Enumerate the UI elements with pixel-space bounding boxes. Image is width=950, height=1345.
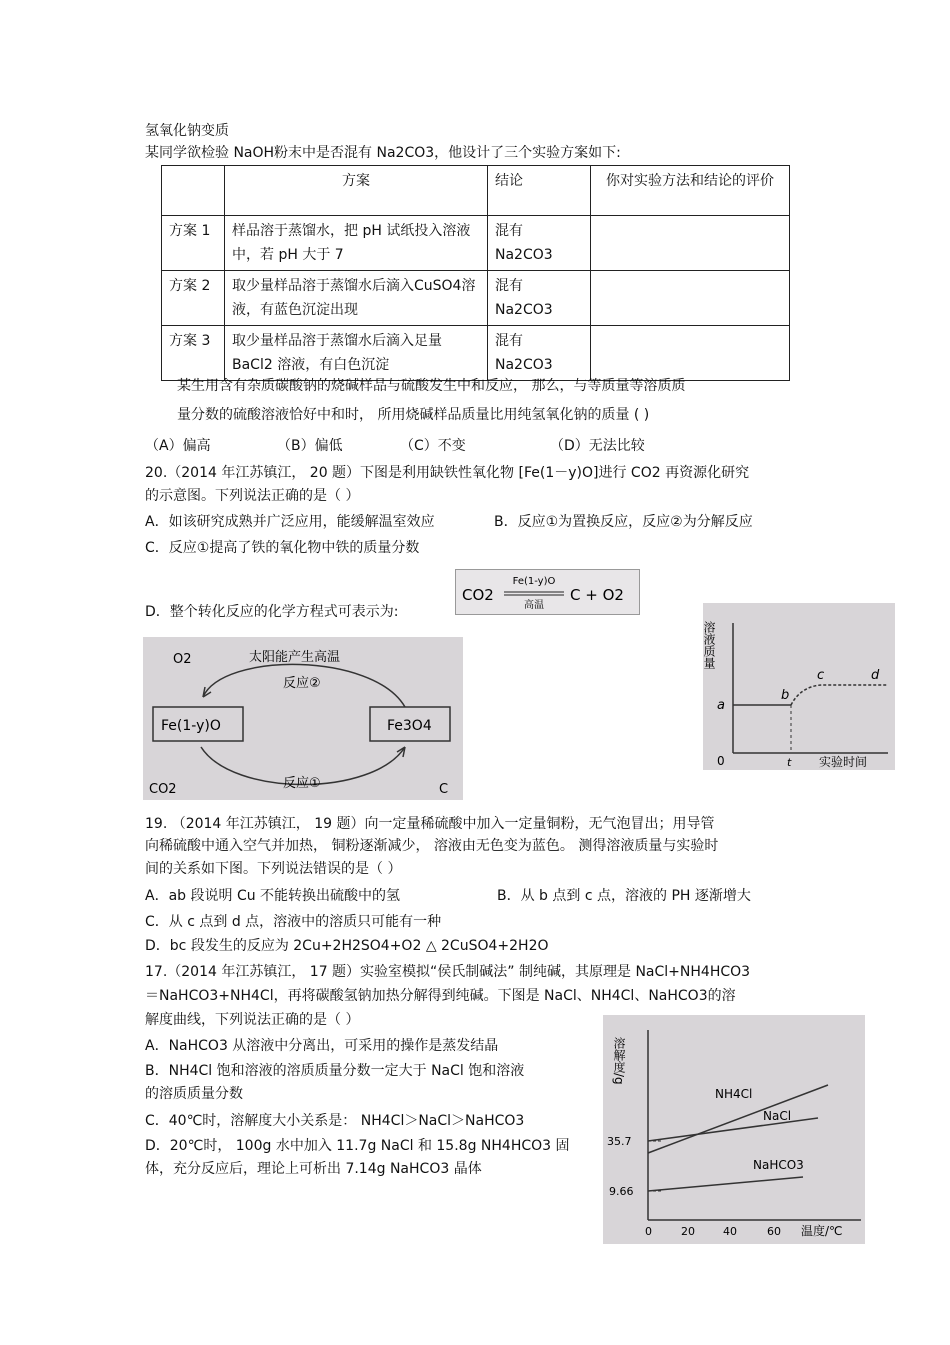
solubility-chart (603, 1015, 865, 1244)
plan-conclusion: 混有 Na2CO3 (488, 216, 591, 271)
table-header-cell: 结论 (488, 166, 591, 216)
right-box-label: Fe3O4 (387, 718, 432, 734)
equation-svg (456, 570, 639, 614)
option-a: （A）偏高 (145, 438, 211, 454)
plan-conclusion: 混有 Na2CO3 (488, 326, 591, 381)
chart-xlabel: 温度/℃ (801, 1224, 843, 1238)
option-c: C．从 c 点到 d 点，溶液中的溶质只可能有一种 (145, 914, 442, 930)
option-d: D．20℃时， 100g 水中加入 11.7g NaCl 和 15.8g NH4HCO3 固 (145, 1138, 570, 1154)
reaction2-label: 反应② (283, 676, 321, 691)
section-title: 氢氧化钠变质 (145, 123, 229, 139)
x-tick: 40 (723, 1225, 737, 1238)
left-box-label: Fe(1-y)O (161, 718, 221, 734)
graph-origin: 0 (717, 754, 725, 768)
equation-catalyst: Fe(1-y)O (512, 576, 556, 587)
plan-conclusion: 混有 Na2CO3 (488, 271, 591, 326)
table-row (162, 271, 790, 326)
table-header-row (162, 166, 790, 216)
top-label: 太阳能产生高温 (249, 650, 341, 665)
option-c: C．反应①提高了铁的氧化物中铁的质量分数 (145, 540, 420, 556)
option-a: A．如该研究成熟并广泛应用，能缓解温室效应 (145, 514, 435, 530)
option-b: （B）偏低 (277, 438, 343, 454)
series-label: NaHCO3 (753, 1158, 804, 1172)
table-row (162, 326, 790, 381)
point-a: a (717, 698, 725, 713)
option-d: D．整个转化反应的化学方程式可表示为: (145, 604, 399, 620)
question-19-stem: 19. （2014 年江苏镇江， 19 题）向一定量稀硫酸中加入一定量铜粉，无气泡冒出；用导管 (145, 816, 715, 832)
plan-name: 方案 3 (162, 326, 225, 381)
series-label: NaCl (763, 1109, 792, 1123)
table-header-cell: 你对实验方法和结论的评价 (591, 166, 790, 216)
chart-ylabel: 溶解度/g (612, 1037, 626, 1085)
question-19-stem: 间的关系如下图。下列说法错误的是（ ） (145, 861, 402, 877)
question-17-stem: 17.（2014 年江苏镇江， 17 题）实验室模拟“侯氏制碱法” 制纯碱，其原理是 NaCl+NH4HCO3 (145, 964, 751, 980)
plan-evaluation (591, 326, 790, 381)
plan-name: 方案 2 (162, 271, 225, 326)
point-d: d (871, 668, 880, 683)
question-20-stem: 20.（2014 年江苏镇江， 20 题）下图是利用缺铁性氧化物 [Fe(1－y)O]进行 CO2 再资源化研究 (145, 465, 750, 481)
plan-method: 取少量样品溶于蒸馏水后滴入CuSO4溶液，有蓝色沉淀出现 (225, 271, 488, 326)
equation-left: CO2 (462, 586, 494, 604)
plan-name: 方案 1 (162, 216, 225, 271)
table-header-cell (162, 166, 225, 216)
plan-table (161, 165, 790, 381)
question-19-stem: 向稀硫酸中通入空气并加热， 铜粉逐渐减少， 溶液由无色变为蓝色。 测得溶液质量与实验时 (145, 838, 719, 854)
point-c: c (817, 668, 825, 683)
option-b: B．从 b 点到 c 点，溶液的 PH 逐渐增大 (497, 888, 751, 904)
reaction1-label: 反应① (283, 776, 321, 791)
graph-ylabel: 溶液质量 (703, 621, 716, 669)
equation-right: C + O2 (570, 586, 624, 604)
question-text: 某生用含有杂质碳酸钠的烧碱样品与硫酸发生中和反应， 那么，与等质量等溶质质 (177, 378, 686, 394)
question-17-stem: ＝NaHCO3+NH4Cl，再将碳酸氢钠加热分解得到纯碱。下图是 NaCl、NH4Cl、NaHCO3的溶 (145, 988, 736, 1004)
plan-evaluation (591, 271, 790, 326)
option-c: （C）不变 (400, 438, 466, 454)
cycle-diagram-svg (143, 637, 463, 800)
question-20-stem: 的示意图。下列说法正确的是（ ） (145, 488, 360, 504)
option-d: D．bc 段发生的反应为 2Cu+2H2SO4+O2 △ 2CuSO4+2H2O (145, 938, 549, 954)
mass-time-graph (703, 603, 895, 770)
nahco3-line (648, 1177, 803, 1191)
option-d: （D）无法比较 (550, 438, 645, 454)
intro-text: 某同学欲检验 NaOH粉末中是否混有 Na2CO3，他设计了三个实验方案如下: (145, 145, 621, 161)
option-b: B．反应①为置换反应，反应②为分解反应 (494, 514, 753, 530)
option-b-cont: 的溶质质量分数 (145, 1086, 243, 1102)
y-tick: 35.7 (607, 1135, 632, 1148)
plan-method: 样品溶于蒸馏水，把 pH 试纸投入溶液中，若 pH 大于 7 (225, 216, 488, 271)
option-a: A．NaHCO3 从溶液中分离出，可采用的操作是蒸发结晶 (145, 1038, 499, 1054)
equation-condition: 高温 (524, 600, 544, 611)
question-17-stem: 解度曲线，下列说法正确的是（ ） (145, 1012, 360, 1028)
co2-label: CO2 (149, 782, 177, 797)
x-tick: 0 (645, 1225, 652, 1238)
option-a: A．ab 段说明 Cu 不能转换出硫酸中的氢 (145, 888, 401, 904)
plan-method: 取少量样品溶于蒸馏水后滴入足量 BaCl2 溶液，有白色沉淀 (225, 326, 488, 381)
series-label: NH4Cl (715, 1087, 753, 1101)
solubility-svg (603, 1015, 865, 1244)
c-label: C (439, 782, 449, 797)
x-tick: 20 (681, 1225, 695, 1238)
option-d-cont: 体，充分反应后，理论上可析出 7.14g NaHCO3 晶体 (145, 1161, 482, 1177)
cycle-diagram (143, 637, 463, 800)
point-t: t (787, 756, 792, 769)
y-tick: 9.66 (609, 1185, 634, 1198)
equation-image (455, 569, 640, 615)
graph-xlabel: 实验时间 (819, 755, 868, 769)
table-header-cell: 方案 (225, 166, 488, 216)
mass-time-svg (703, 603, 895, 770)
point-b: b (781, 688, 790, 703)
option-b: B．NH4Cl 饱和溶液的溶质质量分数一定大于 NaCl 饱和溶液 (145, 1063, 525, 1079)
question-text: 量分数的硫酸溶液恰好中和时， 所用烧碱样品质量比用纯氢氧化钠的质量 ( ) (177, 407, 650, 423)
plan-evaluation (591, 216, 790, 271)
x-tick: 60 (767, 1225, 781, 1238)
table-row (162, 216, 790, 271)
o2-label: O2 (173, 652, 192, 667)
option-c: C．40℃时，溶解度大小关系是： NH4Cl＞NaCl＞NaHCO3 (145, 1113, 525, 1129)
